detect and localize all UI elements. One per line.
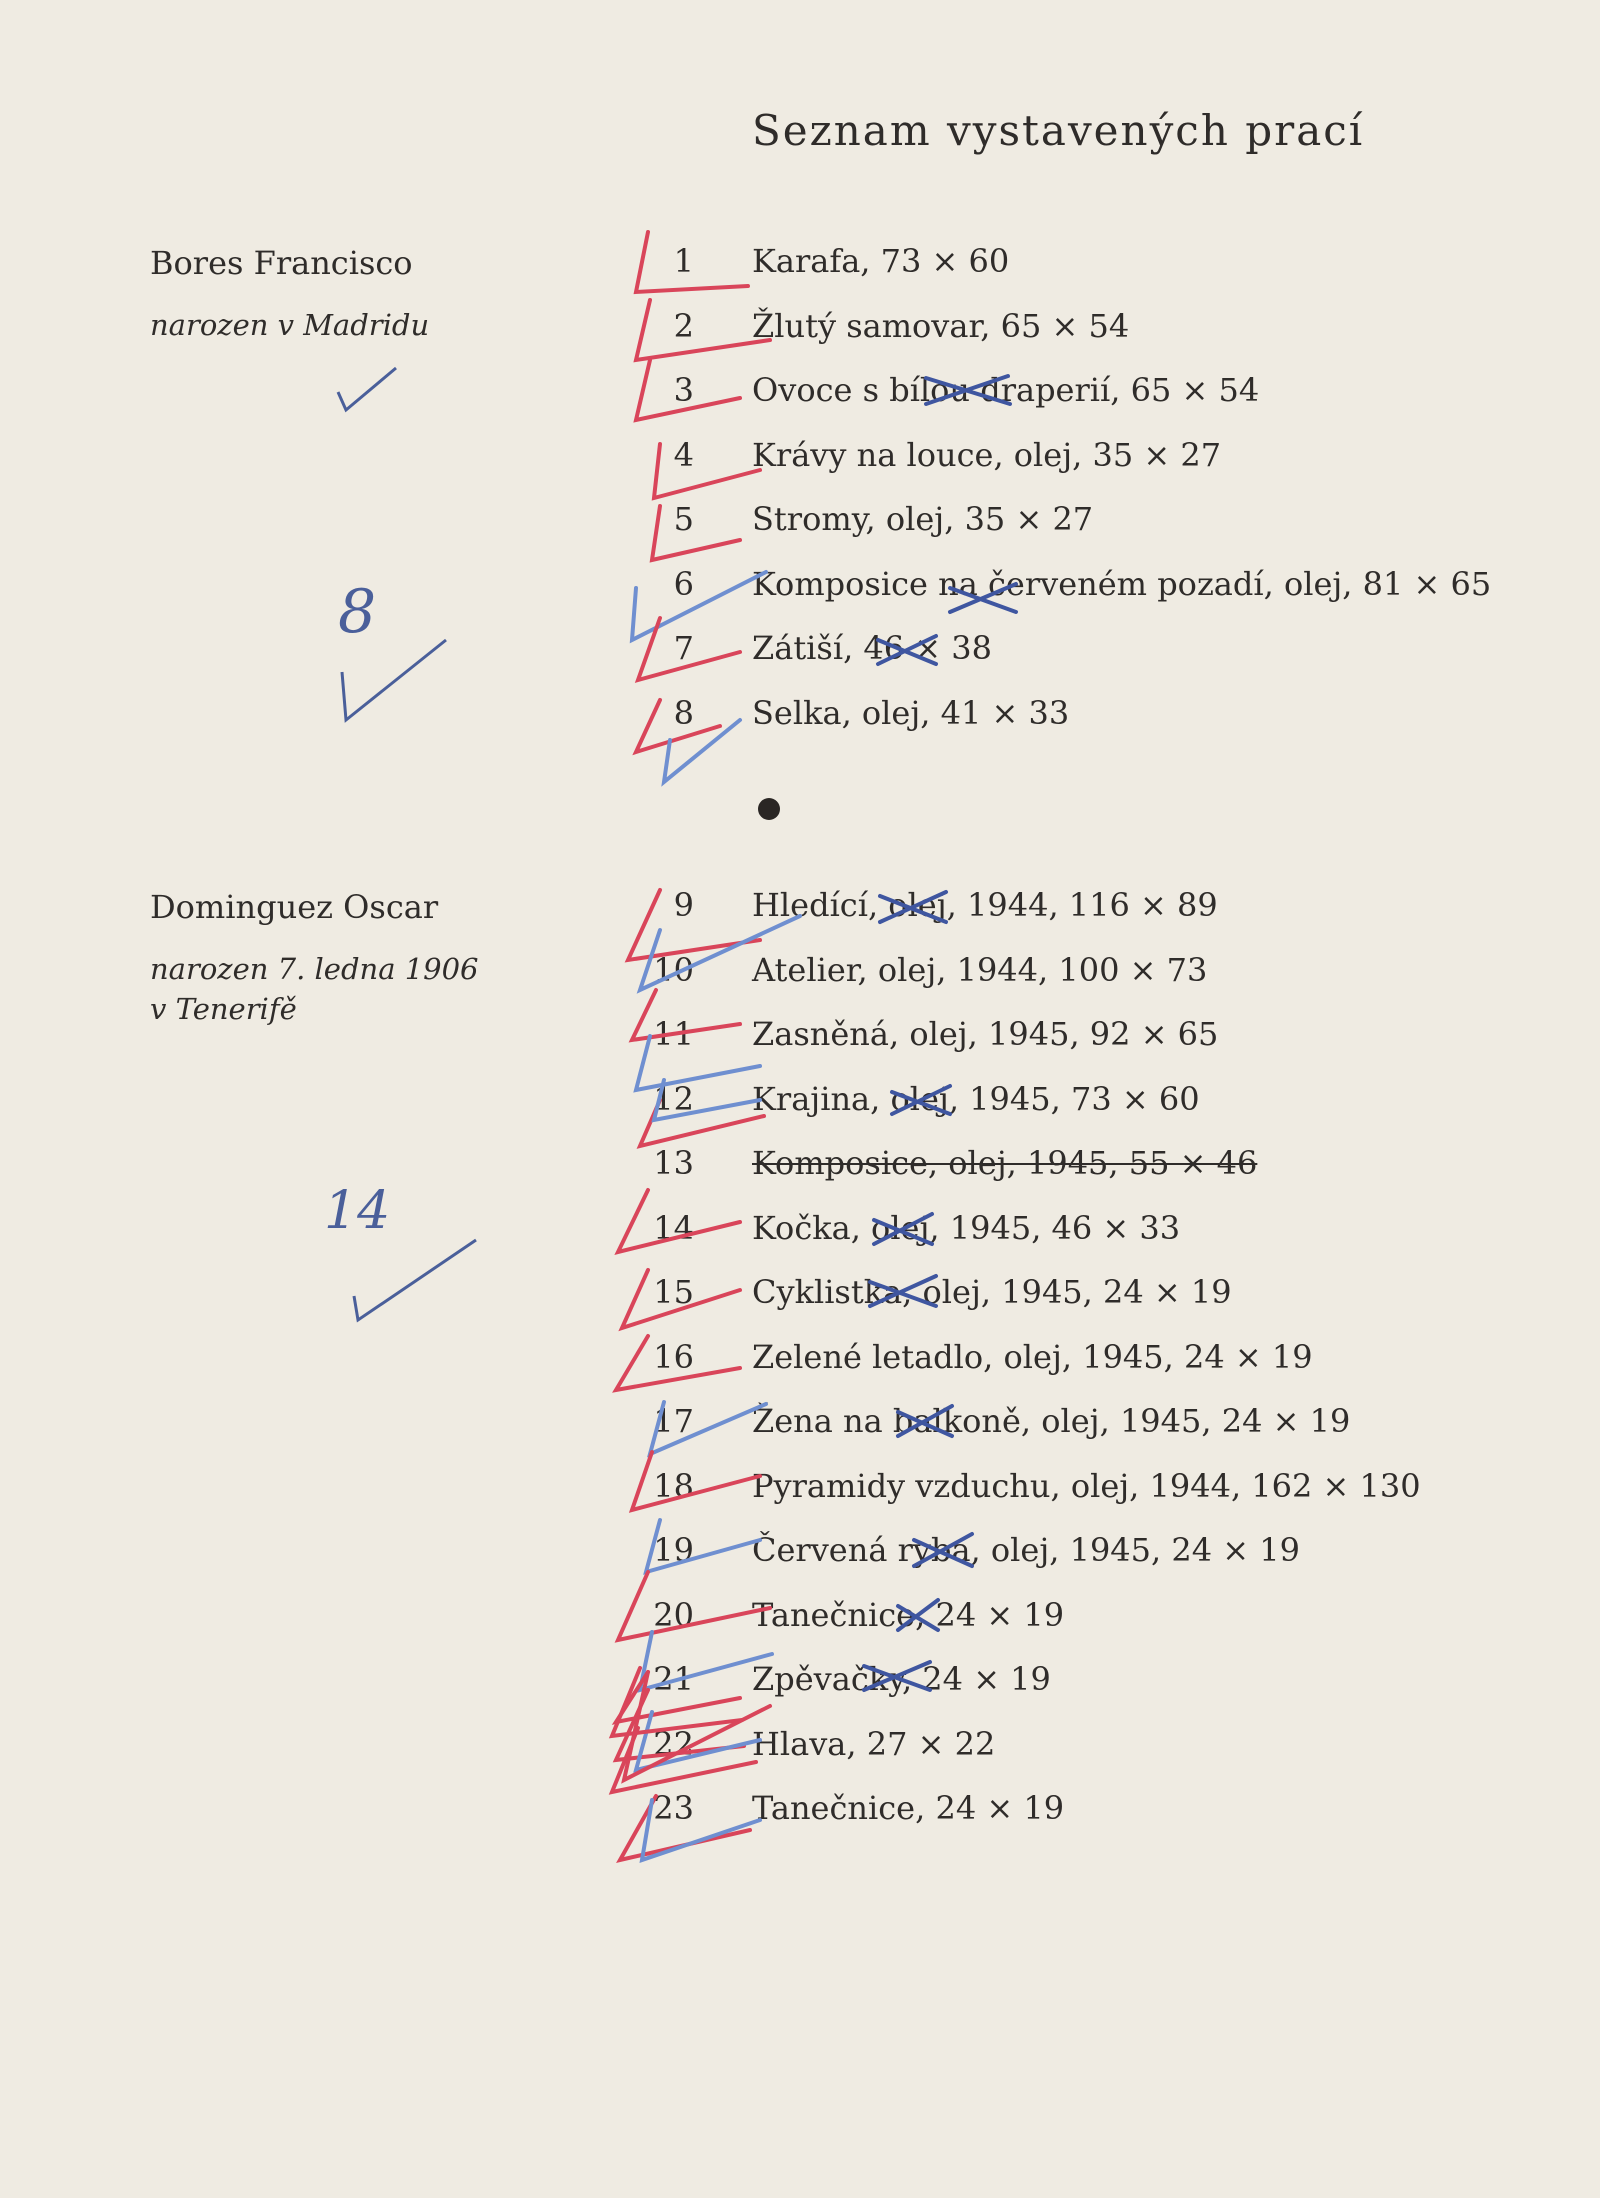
work-number: 4 [673,435,694,474]
work-number: 11 [653,1015,694,1053]
handwritten-check-icon [338,368,396,410]
artist-name-bores: Bores Francisco [150,244,413,282]
work-entry: Ovoce s bílou draperií, 65 × 54 [752,371,1260,409]
work-entry: Zátiší, 46 × 38 [752,629,992,667]
work-entry: Stromy, olej, 35 × 27 [752,500,1094,538]
work-entry: Hledící, olej, 1944, 116 × 89 [752,886,1218,924]
work-entry: Hlava, 27 × 22 [752,1724,996,1763]
work-number: 9 [673,886,694,924]
work-entry: Kočka, olej, 1945, 46 × 33 [752,1208,1181,1247]
work-number: 15 [653,1273,694,1311]
work-number: 19 [653,1531,694,1569]
work-number: 18 [653,1466,694,1505]
artist-note-bores: narozen v Madridu [150,308,430,342]
artist-note-dominguez-1: narozen 7. ledna 1906 [150,952,479,986]
work-number: 8 [673,693,694,732]
work-number: 2 [673,306,694,345]
work-entry: Zelené letadlo, olej, 1945, 24 × 19 [752,1337,1313,1376]
handwritten-check-icon [354,1240,476,1320]
section-separator-dot [758,798,780,820]
work-number: 17 [653,1402,694,1440]
work-entry: Tanečnice, 24 × 19 [752,1789,1065,1827]
work-entry: Červená ryba, olej, 1945, 24 × 19 [752,1531,1300,1569]
work-entry: Zasněná, olej, 1945, 92 × 65 [752,1015,1219,1053]
work-entry: Atelier, olej, 1944, 100 × 73 [752,950,1208,989]
work-number: 1 [673,242,694,280]
work-number: 14 [653,1208,694,1247]
work-entry: Komposice na červeném pozadí, olej, 81 × 65 [752,564,1492,603]
handwritten-count-bores: 8 [338,577,377,647]
handwritten-count-dominguez: 14 [324,1181,391,1241]
work-number: 21 [653,1660,694,1698]
work-entry: Žena na balkoně, olej, 1945, 24 × 19 [752,1402,1351,1440]
artist-name-dominguez: Dominguez Oscar [150,888,439,926]
work-entry: Pyramidy vzduchu, olej, 1944, 162 × 130 [752,1466,1421,1505]
work-entry: Žlutý samovar, 65 × 54 [752,306,1130,345]
work-number: 10 [653,950,694,989]
work-number: 13 [653,1144,694,1182]
work-number: 12 [653,1079,694,1118]
work-number: 3 [673,371,694,409]
page-title: Seznam vystavených prací [752,106,1365,155]
work-entry: Tanečnice, 24 × 19 [752,1595,1065,1634]
artist-note-dominguez-2: v Tenerifě [150,992,297,1026]
work-number: 23 [653,1789,694,1827]
work-number: 22 [653,1724,694,1763]
work-entry: Cyklistka, olej, 1945, 24 × 19 [752,1273,1232,1311]
work-number: 5 [673,500,694,538]
work-number: 16 [653,1337,694,1376]
work-entry: Karafa, 73 × 60 [752,242,1010,280]
work-entry: Krajina, olej, 1945, 73 × 60 [752,1079,1200,1118]
work-number: 20 [653,1595,694,1634]
work-entry: Selka, olej, 41 × 33 [752,693,1070,732]
work-number: 7 [673,629,694,667]
work-entry: Krávy na louce, olej, 35 × 27 [752,435,1222,474]
work-number: 6 [673,564,694,603]
work-entry: Komposice, olej, 1945, 55 × 46 [752,1144,1258,1182]
work-entry: Zpěvačky, 24 × 19 [752,1660,1051,1698]
handwritten-check-icon [342,640,446,720]
